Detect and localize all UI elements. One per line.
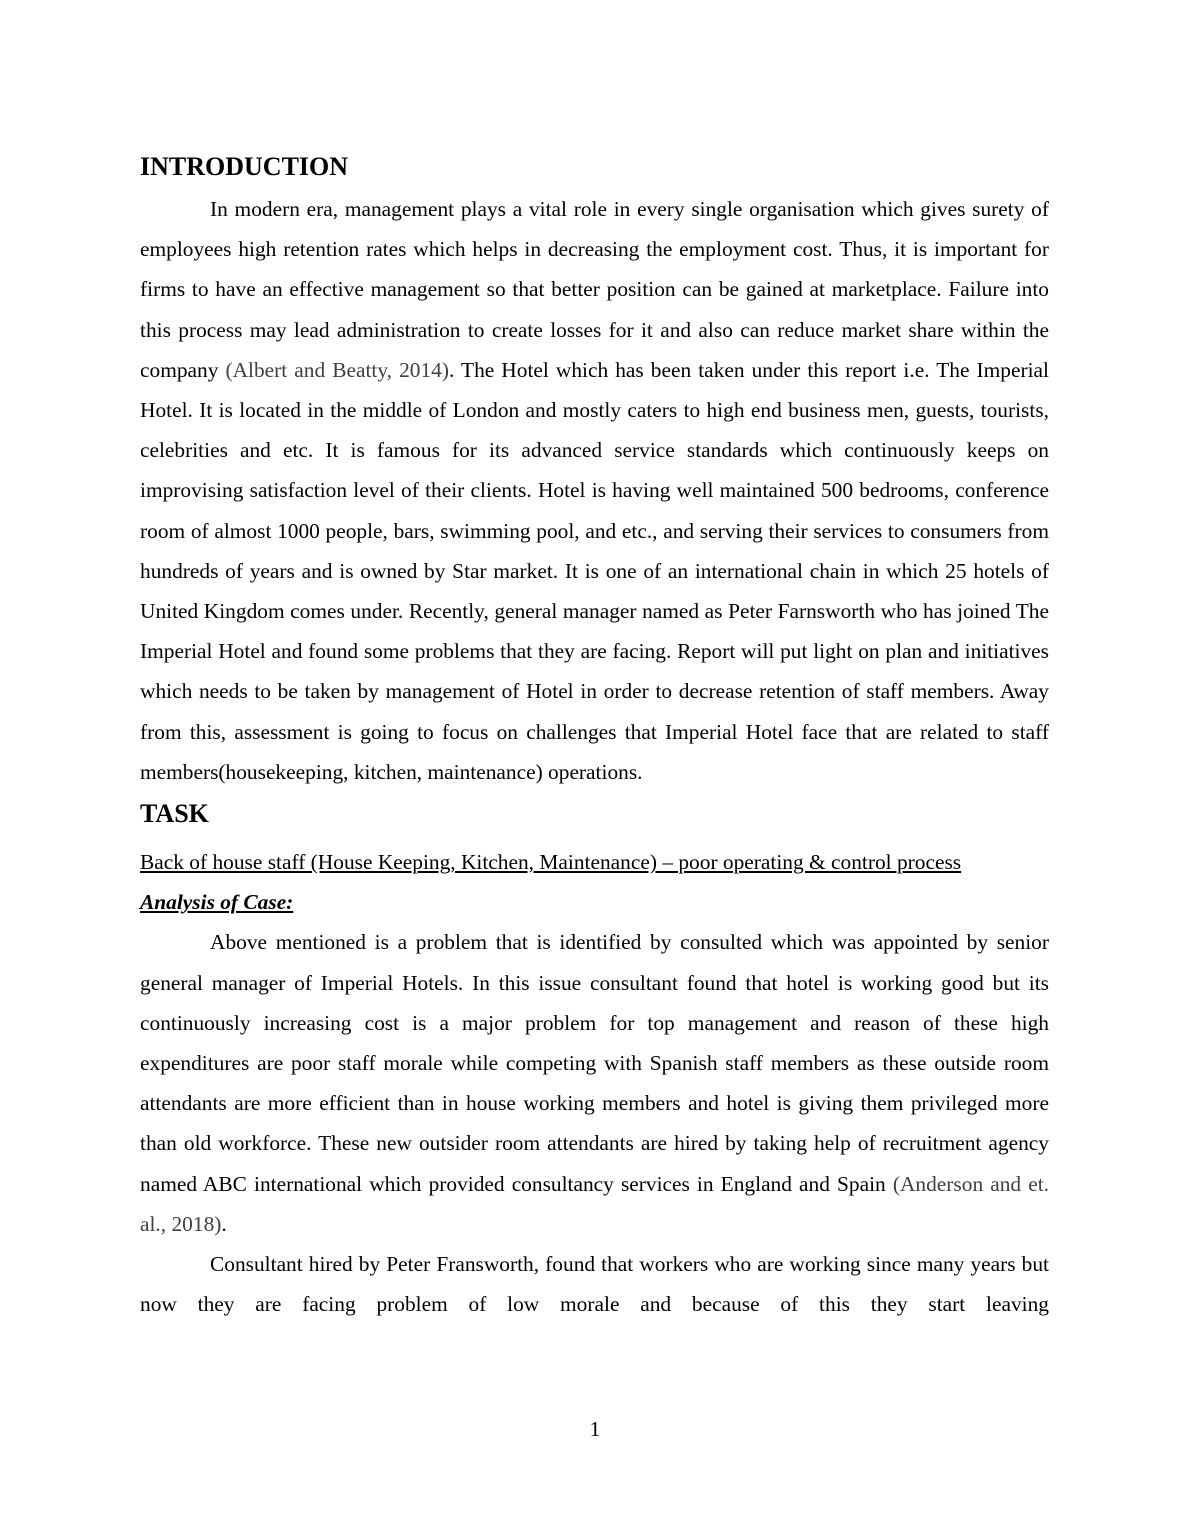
introduction-paragraph [140,189,1049,792]
analysis-text-2: . [221,1211,227,1236]
task-heading: TASK [140,799,209,829]
analysis-paragraph-1 [140,922,1049,1244]
intro-text-1: In modern era, management plays a vital role in every single organisation which gives surety of employees high retention rates which helps in decreasing the employment cost. Thus, it is important for firms to have an effective management so that better position can be gained at marketplace. Failure into this process may lead administration to create losses for it and also can reduce market share within the company [140,197,1049,382]
page-number: 1 [589,1417,601,1441]
analysis-paragraph-2: Consultant hired by Peter Fransworth, found that workers who are working since many years but now they are facing problem of low morale and because of this they start leaving [140,1252,1049,1317]
task-subheading: Back of house staff (House Keeping, Kitchen, Maintenance) – poor operating & control process [140,850,962,875]
citation-albert-beatty: (Albert and Beatty, 2014) [225,357,449,382]
intro-text-2: . The Hotel which has been taken under this report i.e. The Imperial Hotel. It is located in the middle of London and mostly caters to high end business men, guests, tourists, celebrities and etc. It is famous for its advanced service standards which continuously keeps on improvising satisfaction level of their clients. Hotel is having well maintained 500 bedrooms, conference room of almost 1000 people, bars, swimming pool, and etc., and serving their services to consumers from hundreds of years and is owned by Star market. It is one of an international chain in which 25 hotels of United Kingdom comes under. Recently, general manager named as Peter Farnsworth who has joined The Imperial Hotel and found some problems that they are facing. Report will put light on plan and initiatives which needs to be taken by management of Hotel in order to decrease retention of staff members. Away from this, assessment is going to focus on challenges that Imperial Hotel face that are related to staff members(housekeeping, kitchen, maintenance) operations. [140,357,1049,784]
document-page [140,145,1049,1324]
analysis-text-1: Above mentioned is a problem that is identified by consulted which was appointed by senior general manager of Imperial Hotels. In this issue consultant found that hotel is working good but its continuously increasing cost is a major problem for top management and reason of these high expenditures are poor staff morale while competing with Spanish staff members as these outside room attendants are more efficient than in house working members and hotel is giving them privileged more than old workforce. These new outsider room attendants are hired by taking help of recruitment agency named ABC international which provided consultancy services in England and Spain [140,930,1049,1196]
analysis-label: Analysis of Case: [140,890,294,915]
citation-anderson: (Anderson and et. al., 2018) [140,1171,1049,1236]
introduction-heading: INTRODUCTION [140,152,349,181]
